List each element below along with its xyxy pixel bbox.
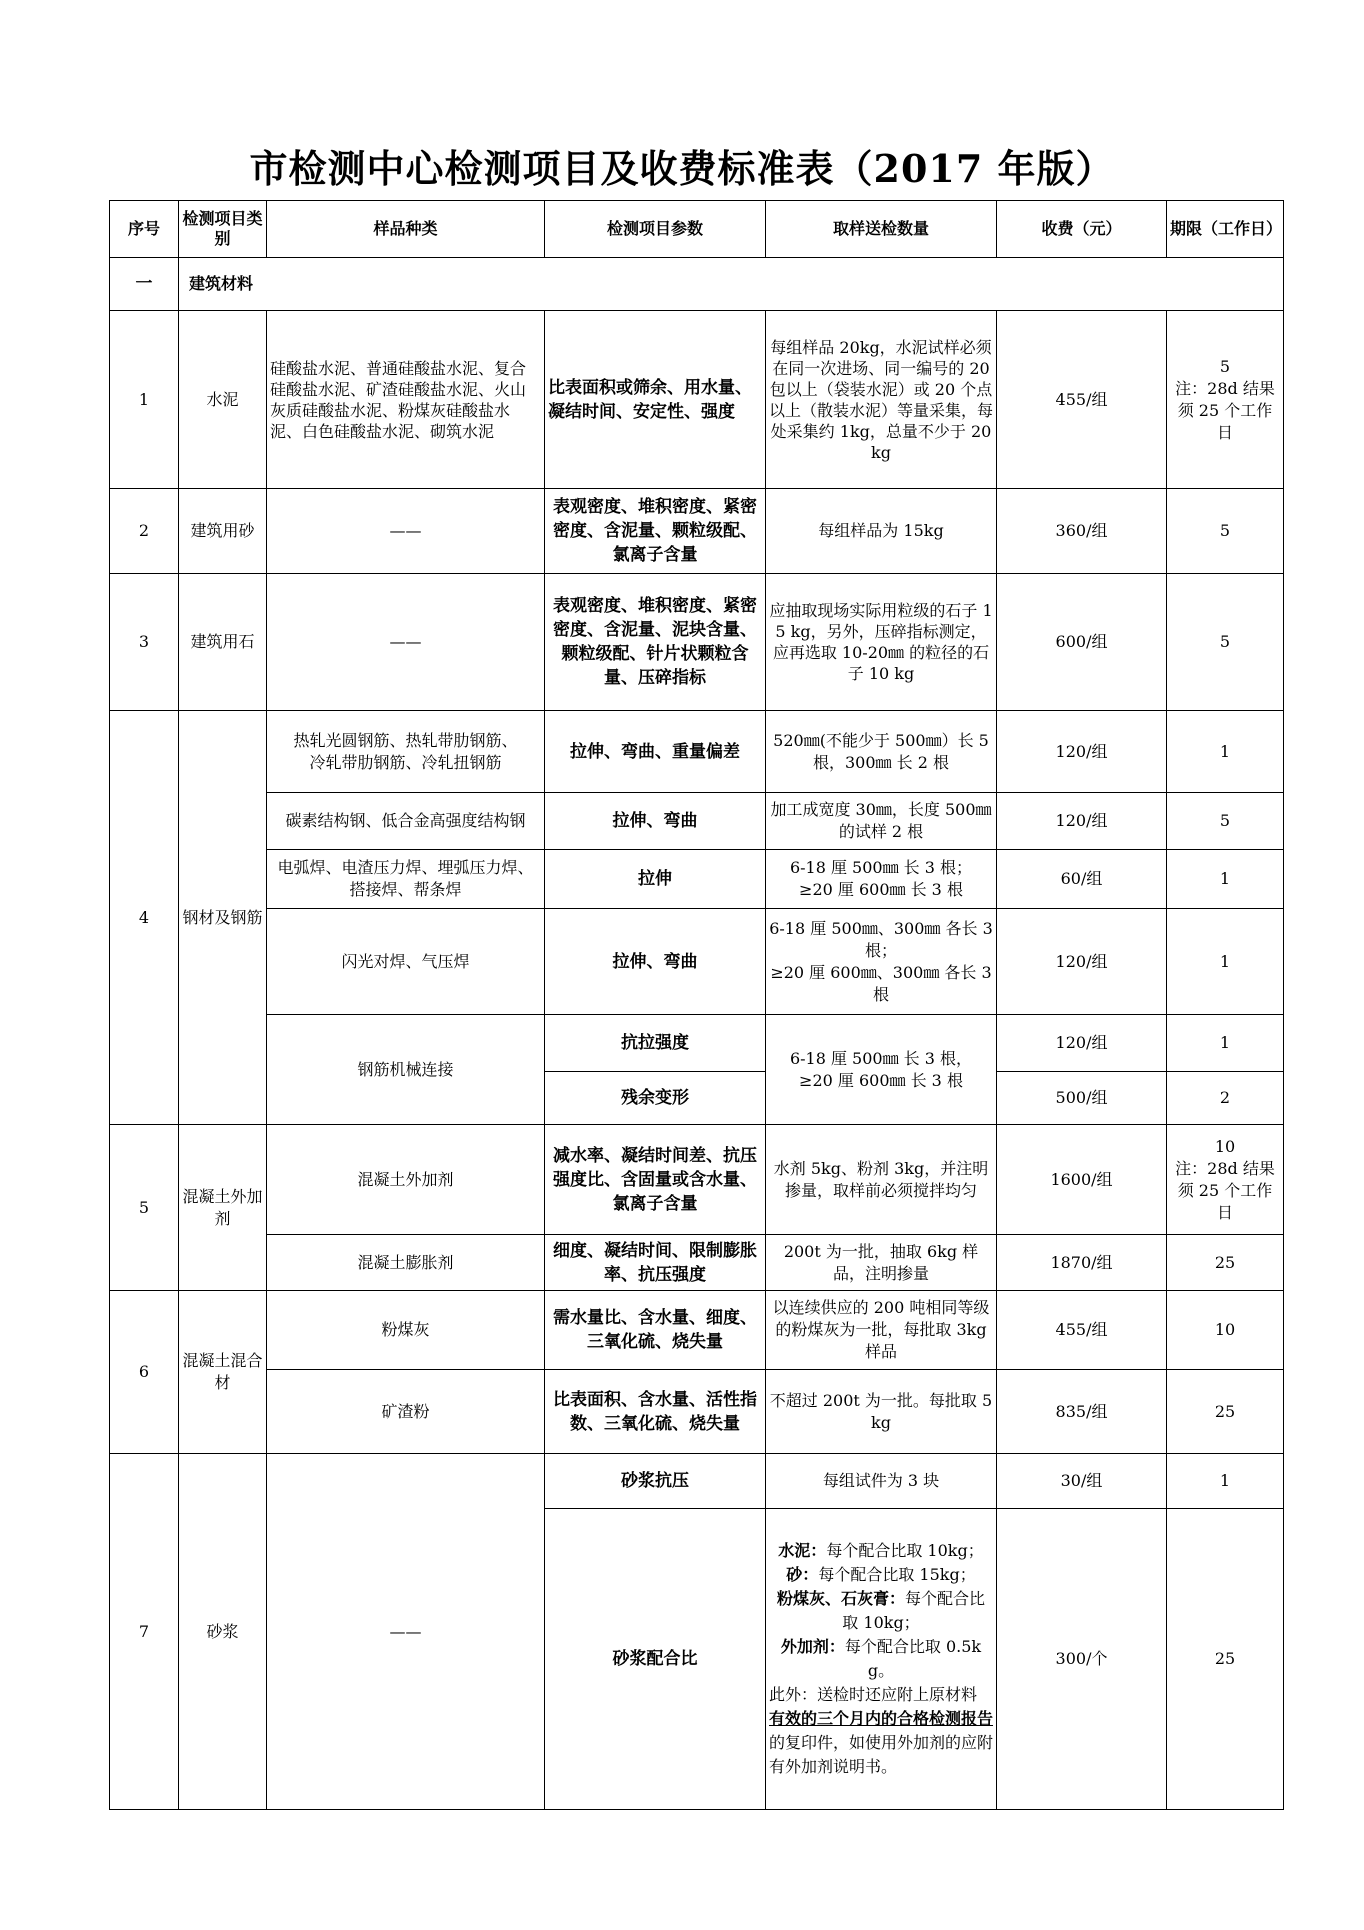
quantity-label: 粉煤灰、石灰膏： xyxy=(776,1589,905,1608)
row-num: 6 xyxy=(110,1291,179,1454)
header-fee: 收费（元） xyxy=(997,201,1167,258)
row-sample: 电弧焊、电渣压力焊、埋弧压力焊、搭接焊、帮条焊 xyxy=(267,850,545,909)
note-emphasis: 有效的三个月内的合格检测报告 xyxy=(769,1709,994,1728)
row-param: 抗拉强度 xyxy=(545,1015,766,1072)
header-sample: 样品种类 xyxy=(267,201,545,258)
table-row xyxy=(110,1370,1284,1454)
page-title: 市检测中心检测项目及收费标准表（2017 年版） xyxy=(249,146,1115,191)
row-category: 建筑用石 xyxy=(179,574,267,711)
row-period: 1 xyxy=(1167,1454,1284,1509)
row-quantity: 200t 为一批，抽取 6kg 样品，注明掺量 xyxy=(766,1235,997,1291)
row-sample: 闪光对焊、气压焊 xyxy=(267,909,545,1015)
row-fee: 1600/组 xyxy=(997,1125,1167,1235)
row-quantity: 不超过 200t 为一批。每批取 5kg xyxy=(766,1370,997,1454)
row-period: 1 xyxy=(1167,850,1284,909)
row-fee: 300/个 xyxy=(997,1509,1167,1810)
row-period: 10 xyxy=(1167,1291,1284,1370)
row-sample xyxy=(267,711,545,793)
row-param: 砂浆配合比 xyxy=(545,1509,766,1810)
row-fee: 500/组 xyxy=(997,1072,1167,1125)
row-category: 砂浆 xyxy=(179,1454,267,1810)
quantity-item xyxy=(769,1563,993,1587)
table-row xyxy=(110,1454,1284,1509)
row-period: 2 xyxy=(1167,1072,1284,1125)
row-param: 表观密度、堆积密度、紧密密度、含泥量、颗粒级配、氯离子含量 xyxy=(545,489,766,574)
row-quantity: 每组试件为 3 块 xyxy=(766,1454,997,1509)
quantity-text: 每个配合比取 15kg； xyxy=(818,1565,976,1584)
row-param: 比表面积、含水量、活性指数、三氧化硫、烧失量 xyxy=(545,1370,766,1454)
section-num: 一 xyxy=(110,258,179,311)
header-quantity: 取样送检数量 xyxy=(766,201,997,258)
header-param: 检测项目参数 xyxy=(545,201,766,258)
quantity-line: ≥20 厘 600㎜ 长 3 根 xyxy=(799,880,963,899)
row-num: 4 xyxy=(110,711,179,1125)
row-num: 1 xyxy=(110,311,179,489)
row-quantity xyxy=(766,850,997,909)
row-num: 5 xyxy=(110,1125,179,1291)
row-category: 钢材及钢筋 xyxy=(179,711,267,1125)
quantity-line: 6-18 厘 500㎜ 长 3 根， xyxy=(789,1048,973,1068)
row-param: 拉伸、弯曲 xyxy=(545,909,766,1015)
quantity-label: 砂： xyxy=(786,1565,819,1584)
table-row xyxy=(110,909,1284,1015)
quantity-text: 每个配合比取 10kg； xyxy=(842,1589,986,1632)
row-fee: 360/组 xyxy=(997,489,1167,574)
row-param: 拉伸、弯曲、重量偏差 xyxy=(545,711,766,793)
row-quantity xyxy=(766,1015,997,1125)
table-row xyxy=(110,1125,1284,1235)
row-quantity xyxy=(766,1509,997,1810)
quantity-line: 6-18 厘 500㎜、300㎜ 各长 3 根； xyxy=(769,918,993,960)
row-quantity xyxy=(766,909,997,1015)
row-param: 减水率、凝结时间差、抗压强度比、含固量或含水量、氯离子含量 xyxy=(545,1125,766,1235)
row-fee: 120/组 xyxy=(997,1015,1167,1072)
row-fee: 835/组 xyxy=(997,1370,1167,1454)
row-num: 2 xyxy=(110,489,179,574)
fee-table xyxy=(109,200,1284,1810)
table-row xyxy=(110,850,1284,909)
row-quantity: 以连续供应的 200 吨相同等级的粉煤灰为一批，每批取 3kg 样品 xyxy=(766,1291,997,1370)
row-fee: 455/组 xyxy=(997,1291,1167,1370)
row-quantity: 水剂 5kg、粉剂 3kg，并注明掺量，取样前必须搅拌均匀 xyxy=(766,1125,997,1235)
row-sample: 矿渣粉 xyxy=(267,1370,545,1454)
quantity-item xyxy=(769,1539,993,1563)
row-sample: 钢筋机械连接 xyxy=(267,1015,545,1125)
sample-line: 热轧光圆钢筋、热轧带肋钢筋、 xyxy=(293,730,518,750)
header-period: 期限（工作日） xyxy=(1167,201,1284,258)
quantity-item xyxy=(769,1635,993,1683)
row-fee: 600/组 xyxy=(997,574,1167,711)
row-sample: —— xyxy=(267,1454,545,1810)
row-category: 建筑用砂 xyxy=(179,489,267,574)
section-name: 建筑材料 xyxy=(179,258,1284,311)
row-fee: 60/组 xyxy=(997,850,1167,909)
row-fee: 120/组 xyxy=(997,909,1167,1015)
row-sample: 混凝土外加剂 xyxy=(267,1125,545,1235)
row-fee: 30/组 xyxy=(997,1454,1167,1509)
table-row xyxy=(110,793,1284,850)
row-param: 比表面积或筛余、用水量、凝结时间、安定性、强度 xyxy=(545,311,766,489)
quantity-text: 每个配合比取 0.5kg。 xyxy=(844,1637,982,1680)
table-row xyxy=(110,1235,1284,1291)
table-row xyxy=(110,311,1284,489)
period-note: 注：28d 结果须 25 个工作日 xyxy=(1175,1158,1275,1222)
row-quantity: 加工成宽度 30㎜，长度 500㎜ 的试样 2 根 xyxy=(766,793,997,850)
row-fee: 120/组 xyxy=(997,793,1167,850)
row-category: 混凝土外加剂 xyxy=(179,1125,267,1291)
sample-line: 冷轧带肋钢筋、冷轧扭钢筋 xyxy=(309,752,502,772)
row-period: 5 xyxy=(1167,574,1284,711)
row-quantity: 每组样品为 15kg xyxy=(766,489,997,574)
row-quantity: 应抽取现场实际用粒级的石子 15 kg，另外，压碎指标测定，应再选取 10-20㎜ 的粒径的石子 10 kg xyxy=(766,574,997,711)
row-param: 表观密度、堆积密度、紧密密度、含泥量、泥块含量、颗粒级配、针片状颗粒含量、压碎指标 xyxy=(545,574,766,711)
quantity-label: 水泥： xyxy=(778,1541,827,1560)
row-fee: 120/组 xyxy=(997,711,1167,793)
row-sample: —— xyxy=(267,489,545,574)
row-param: 细度、凝结时间、限制膨胀率、抗压强度 xyxy=(545,1235,766,1291)
row-period: 5 xyxy=(1167,793,1284,850)
row-period: 1 xyxy=(1167,1015,1284,1072)
row-sample: 碳素结构钢、低合金高强度结构钢 xyxy=(267,793,545,850)
table-row xyxy=(110,574,1284,711)
row-sample: 硅酸盐水泥、普通硅酸盐水泥、复合硅酸盐水泥、矿渣硅酸盐水泥、火山灰质硅酸盐水泥、粉煤灰硅酸盐水泥、白色硅酸盐水泥、砌筑水泥 xyxy=(267,311,545,489)
row-fee: 455/组 xyxy=(997,311,1167,489)
quantity-label: 外加剂： xyxy=(780,1637,845,1656)
row-param: 需水量比、含水量、细度、三氧化硫、烧失量 xyxy=(545,1291,766,1370)
table-row xyxy=(110,489,1284,574)
period-note: 注：28d 结果须 25 个工作日 xyxy=(1175,378,1275,442)
row-period: 5 xyxy=(1167,489,1284,574)
row-num: 3 xyxy=(110,574,179,711)
row-period: 25 xyxy=(1167,1235,1284,1291)
row-sample: 混凝土膨胀剂 xyxy=(267,1235,545,1291)
table-row xyxy=(110,1015,1284,1072)
row-param: 拉伸、弯曲 xyxy=(545,793,766,850)
row-period: 1 xyxy=(1167,711,1284,793)
header-category: 检测项目类别 xyxy=(179,201,267,258)
row-param: 残余变形 xyxy=(545,1072,766,1125)
row-period: 1 xyxy=(1167,909,1284,1015)
row-param: 拉伸 xyxy=(545,850,766,909)
row-num: 7 xyxy=(110,1454,179,1810)
row-sample: —— xyxy=(267,574,545,711)
quantity-item xyxy=(769,1587,993,1635)
table-row xyxy=(110,1291,1284,1370)
row-category: 混凝土混合材 xyxy=(179,1291,267,1454)
row-quantity: 520㎜(不能少于 500㎜）长 5 根，300㎜ 长 2 根 xyxy=(766,711,997,793)
quantity-line: ≥20 厘 600㎜、300㎜ 各长 3 根 xyxy=(770,962,992,1004)
note-pre: 此外：送检时还应附上原材料 xyxy=(769,1685,978,1704)
row-fee: 1870/组 xyxy=(997,1235,1167,1291)
quantity-text: 每个配合比取 10kg； xyxy=(826,1541,984,1560)
header-seq: 序号 xyxy=(110,201,179,258)
row-period: 25 xyxy=(1167,1509,1284,1810)
quantity-line: 6-18 厘 500㎜ 长 3 根； xyxy=(789,858,973,877)
section-row xyxy=(110,258,1284,311)
row-quantity: 每组样品 20kg，水泥试样必须在同一次进场、同一编号的 20 包以上（袋装水泥）或 20 个点以上（散装水泥）等量采集，每处采集约 1kg，总量不少于 20kg xyxy=(766,311,997,489)
period-days: 5 xyxy=(1219,356,1231,376)
row-period xyxy=(1167,311,1284,489)
table-header-row xyxy=(110,201,1284,258)
row-sample: 粉煤灰 xyxy=(267,1291,545,1370)
note-post: 的复印件，如使用外加剂的应附有外加剂说明书。 xyxy=(769,1733,994,1776)
row-category: 水泥 xyxy=(179,311,267,489)
row-period xyxy=(1167,1125,1284,1235)
table-row xyxy=(110,711,1284,793)
quantity-note xyxy=(769,1683,993,1779)
row-param: 砂浆抗压 xyxy=(545,1454,766,1509)
period-days: 10 xyxy=(1214,1136,1236,1156)
row-period: 25 xyxy=(1167,1370,1284,1454)
quantity-line: ≥20 厘 600㎜ 长 3 根 xyxy=(799,1070,963,1090)
